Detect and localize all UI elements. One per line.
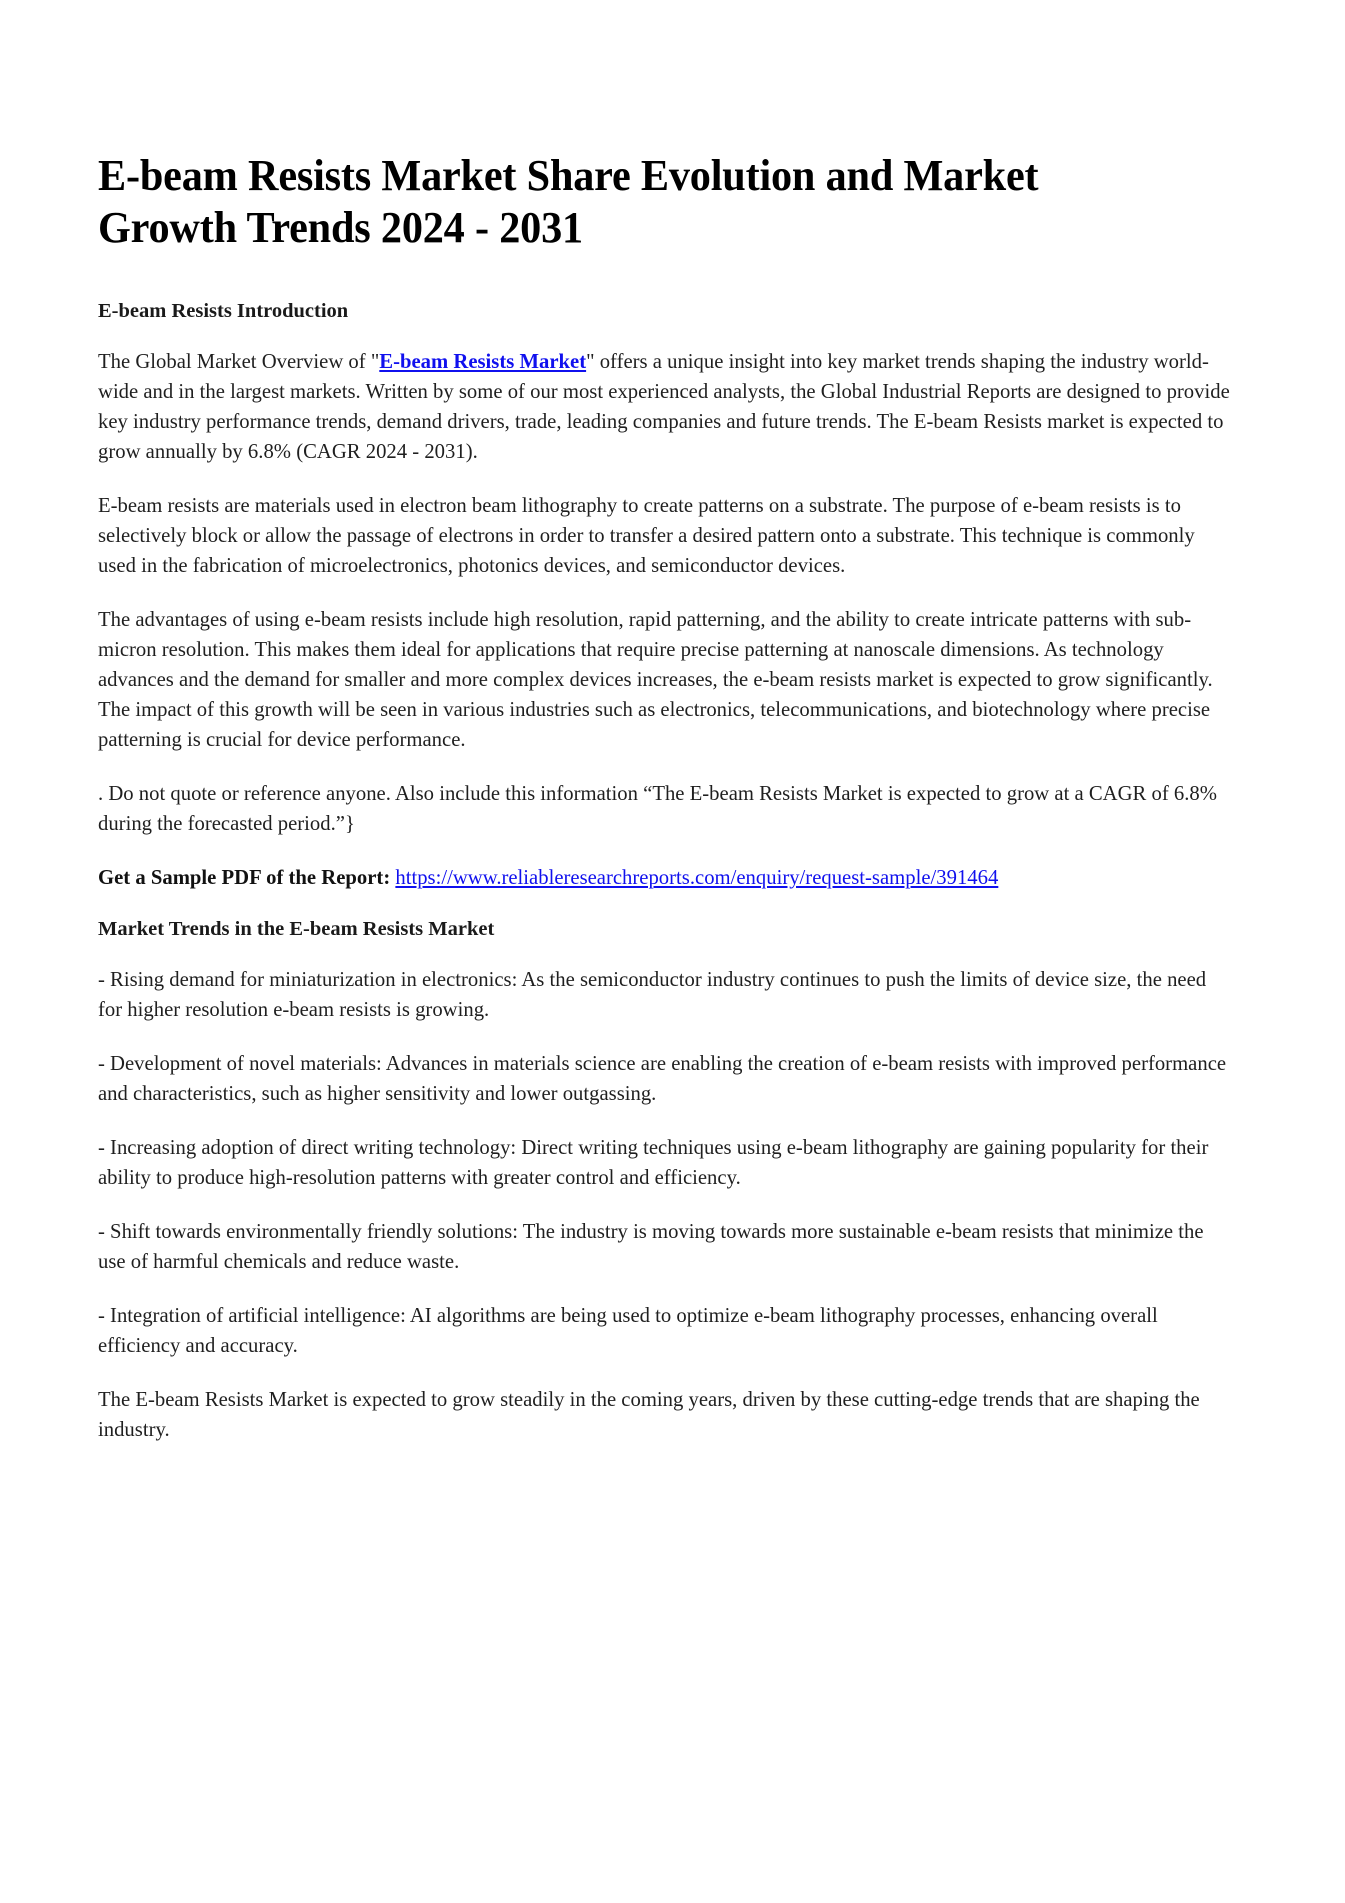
sample-pdf-line [98,862,1230,892]
section-heading-market-trends: Market Trends in the E-beam Resists Market [98,918,495,940]
section-heading-introduction: E-beam Resists Introduction [98,300,349,322]
sample-pdf-label: Get a Sample PDF of the Report: [98,865,391,889]
sample-pdf-url-link[interactable]: https://www.reliableresearchreports.com/enquiry/request-sample/391464 [395,865,999,889]
trend-item: - Rising demand for miniaturization in electronics: As the semiconductor industry continues to push the limits of device size, the need for higher resolution e-beam resists is growing. [98,967,1207,1021]
page-title: E-beam Resists Market Share Evolution and Market Growth Trends 2024 - 2031 [98,151,1039,252]
trend-item: - Integration of artificial intelligence: AI algorithms are being used to optimize e-beam lithography processes, enhancing overall efficiency and accuracy. [98,1303,1158,1357]
paragraph-overview [98,346,1230,466]
trend-item: - Increasing adoption of direct writing technology: Direct writing techniques using e-beam lithography are gaining popularity for their ability to produce high-resolution patterns with greater control and efficiency. [98,1135,1209,1189]
paragraph-overview-prefix: The Global Market Overview of " [98,349,380,373]
paragraph-advantages: The advantages of using e-beam resists include high resolution, rapid patterning, and the ability to create intricate patterns with sub-micron resolution. This makes them ideal for applications that require precise patterning at nanoscale dimensions. As technology advances and the demand for smaller and more complex devices increases, the e-beam resists market is expected to grow significantly. The impact of this growth will be seen in various industries such as electronics, telecommunications, and biotechnology where precise patterning is crucial for device performance. [98,607,1213,751]
paragraph-note: . Do not quote or reference anyone. Also include this information “The E-beam Resists Market is expected to grow at a CAGR of 6.8% during the forecasted period.”} [98,781,1217,835]
trend-item: - Development of novel materials: Advances in materials science are enabling the creation of e-beam resists with improved performance and characteristics, such as higher sensitivity and lower outgassing. [98,1051,1227,1105]
paragraph-definition: E-beam resists are materials used in electron beam lithography to create patterns on a substrate. The purpose of e-beam resists is to selectively block or allow the passage of electrons in order to transfer a desired pattern onto a substrate. This technique is commonly used in the fabrication of microelectronics, photonics devices, and semiconductor devices. [98,493,1195,577]
paragraph-closing: The E-beam Resists Market is expected to grow steadily in the coming years, driven by these cutting-edge trends that are shaping the industry. [98,1387,1200,1441]
paragraph-overview-suffix: " offers a unique insight into key market trends shaping the industry world-wide and in the largest markets. Written by some of our most experienced analysts, the Global Industrial Reports are designed to provide key industry performance trends, demand drivers, trade, leading companies and future trends. The E-beam Resists market is expected to grow annually by 6.8% (CAGR 2024 - 2031). [98,349,1230,463]
trend-item: - Shift towards environmentally friendly solutions: The industry is moving towards more sustainable e-beam resists that minimize the use of harmful chemicals and reduce waste. [98,1219,1204,1273]
e-beam-resists-market-link[interactable]: E-beam Resists Market [379,349,587,373]
